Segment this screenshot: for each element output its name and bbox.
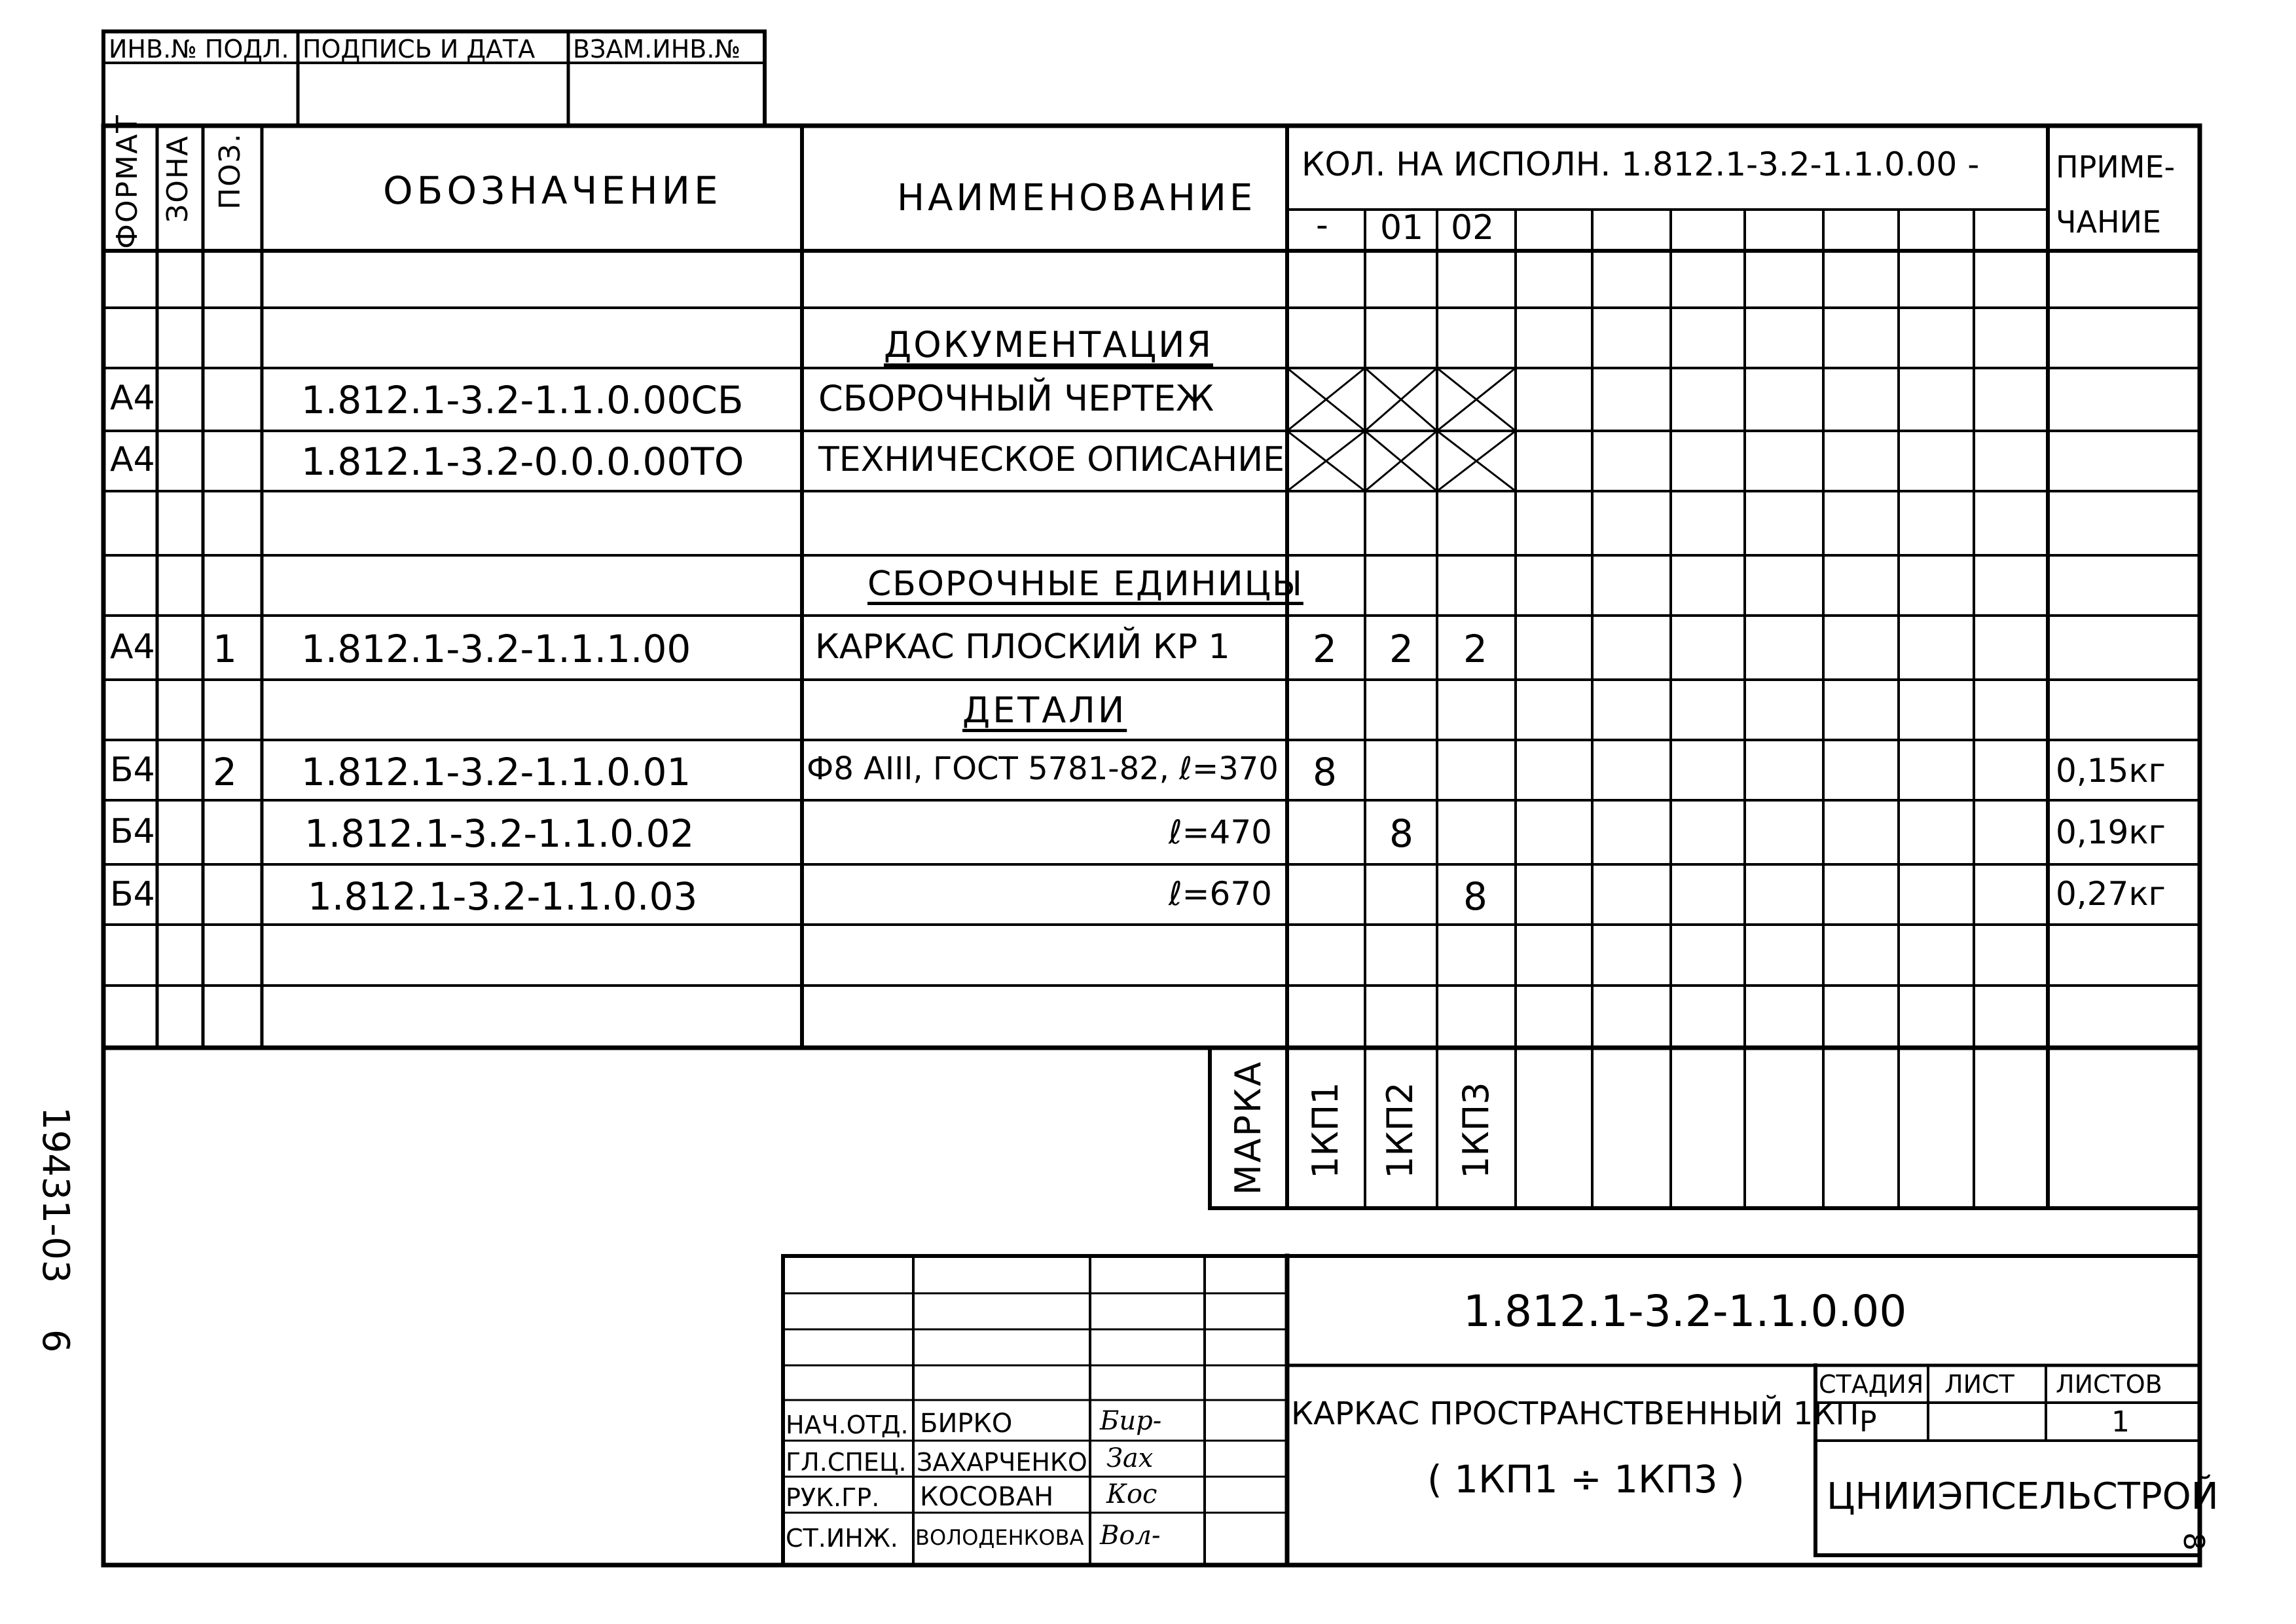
title-sheets-label: ЛИСТОВ — [2056, 1370, 2162, 1399]
row-doc2-name: ТЕХНИЧЕСКОЕ ОПИСАНИЕ — [818, 440, 1285, 479]
row-det2-qty-01: 8 — [1389, 811, 1413, 856]
stamp-podpis-data: ПОДПИСЬ И ДАТА — [302, 35, 536, 64]
row-det1-designation: 1.812.1-3.2-1.1.0.01 — [301, 750, 691, 794]
title-line-2: ( 1КП1 ÷ 1КП3 ) — [1427, 1457, 1745, 1502]
section-details: ДЕТАЛИ — [962, 690, 1127, 731]
row-det3-qty-02: 8 — [1463, 874, 1487, 919]
stamp-inv-podl: ИНВ.№ ПОДЛ. — [109, 35, 289, 64]
row-unit1-qty-02: 2 — [1463, 627, 1487, 671]
marka-item-3: 1КП3 — [1455, 1082, 1497, 1179]
row-unit1-name: КАРКАС ПЛОСКИЙ КР 1 — [815, 627, 1230, 667]
person-3-name: КОСОВАН — [920, 1482, 1054, 1512]
title-stage-label: СТАДИЯ — [1819, 1370, 1924, 1399]
title-stage-value: Р — [1859, 1405, 1877, 1439]
row-det3-format: Б4 — [110, 875, 155, 914]
row-doc1-format: А4 — [110, 378, 155, 418]
person-3-role: РУК.ГР. — [786, 1483, 880, 1512]
row-doc2-designation: 1.812.1-3.2-0.0.0.00ТО — [301, 439, 744, 484]
row-doc1-designation: 1.812.1-3.2-1.1.0.00СБ — [301, 378, 744, 422]
section-documentation: ДОКУМЕНТАЦИЯ — [884, 324, 1214, 365]
row-det3-note: 0,27кг — [2056, 875, 2166, 913]
row-det1-pos: 2 — [213, 750, 237, 794]
row-det1-qty-base: 8 — [1313, 750, 1337, 794]
header-zona: ЗОНА — [161, 134, 194, 223]
section-assembly-units: СБОРОЧНЫЕ ЕДИНИЦЫ — [867, 564, 1303, 604]
row-unit1-qty-base: 2 — [1313, 627, 1337, 671]
row-doc2-format: А4 — [110, 440, 155, 479]
margin-archive-number: 19431-03 — [34, 1107, 77, 1283]
header-naimenovanie: НАИМЕНОВАНИЕ — [897, 177, 1256, 219]
header-format: ФОРМАТ — [111, 114, 144, 249]
row-det3-name: ℓ=670 — [1169, 875, 1272, 913]
title-doc-number: 1.812.1-3.2-1.1.0.00 — [1463, 1286, 1907, 1337]
row-det1-note: 0,15кг — [2056, 752, 2166, 790]
title-sheets-value: 1 — [2111, 1405, 2130, 1439]
row-det1-name: Ф8 АIII, ГОСТ 5781-82, ℓ=370 — [807, 750, 1279, 787]
header-variant-01: 01 — [1380, 208, 1424, 248]
margin-page-number: 6 — [34, 1329, 77, 1353]
marka-item-1: 1КП1 — [1305, 1082, 1346, 1179]
header-oboznachenie: ОБОЗНАЧЕНИЕ — [383, 168, 722, 213]
row-det2-designation: 1.812.1-3.2-1.1.0.02 — [304, 811, 695, 856]
person-4-role: СТ.ИНЖ. — [786, 1524, 898, 1553]
person-3-signature: Кос — [1106, 1479, 1157, 1509]
row-det2-name: ℓ=470 — [1169, 813, 1272, 851]
stamp-vzam-inv: ВЗАМ.ИНВ.№ — [573, 35, 740, 64]
marka-label: МАРКА — [1228, 1060, 1269, 1195]
person-2-signature: Зах — [1106, 1443, 1154, 1473]
row-unit1-pos: 1 — [213, 627, 237, 671]
header-poz: ПОЗ. — [213, 132, 247, 210]
header-kol-title: КОЛ. НА ИСПОЛН. 1.812.1-3.2-1.1.0.00 - — [1302, 145, 1980, 183]
row-doc1-name: СБОРОЧНЫЙ ЧЕРТЕЖ — [818, 378, 1214, 419]
header-variant-base: - — [1316, 206, 1328, 245]
person-2-name: ЗАХАРЧЕНКО — [917, 1448, 1087, 1477]
person-4-name: ВОЛОДЕНКОВА — [915, 1525, 1084, 1550]
row-unit1-qty-01: 2 — [1389, 627, 1413, 671]
row-det2-note: 0,19кг — [2056, 813, 2166, 851]
person-4-signature: Вол- — [1100, 1521, 1161, 1551]
header-primechanie-1: ПРИМЕ- — [2056, 149, 2176, 185]
row-det3-designation: 1.812.1-3.2-1.1.0.03 — [308, 874, 698, 919]
person-1-signature: Бир- — [1100, 1406, 1162, 1436]
person-1-name: БИРКО — [920, 1409, 1013, 1439]
title-sheet-label: ЛИСТ — [1944, 1370, 2014, 1399]
header-primechanie-2: ЧАНИЕ — [2056, 204, 2162, 240]
marka-item-2: 1КП2 — [1379, 1082, 1421, 1179]
person-2-role: ГЛ.СПЕЦ. — [786, 1448, 907, 1477]
row-det1-format: Б4 — [110, 750, 155, 790]
row-det2-format: Б4 — [110, 812, 155, 851]
person-1-role: НАЧ.ОТД. — [786, 1411, 909, 1439]
title-line-1: КАРКАС ПРОСТРАНСТВЕННЫЙ 1КП — [1291, 1395, 1859, 1432]
corner-mark: 8 — [2177, 1532, 2210, 1551]
row-unit1-designation: 1.812.1-3.2-1.1.1.00 — [301, 627, 691, 671]
title-organization: ЦНИИЭПСЕЛЬСТРОЙ — [1827, 1475, 2219, 1518]
header-variant-02: 02 — [1451, 208, 1495, 248]
row-unit1-format: А4 — [110, 627, 155, 667]
